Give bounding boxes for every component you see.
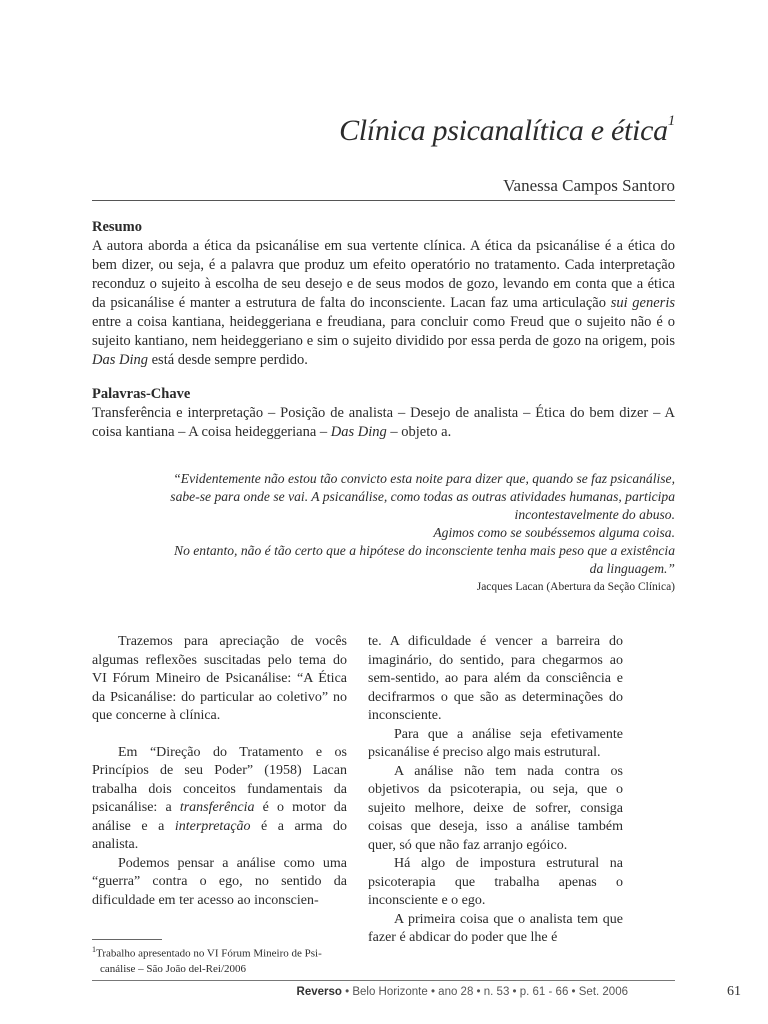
body-paragraph: Podemos pensar a análise como uma “guerra” contra o ego, no sentido da dificuldade em ter acesso ao inconscien- — [92, 855, 347, 908]
abstract-text-part: A autora aborda a ética da psicanálise em sua vertente clínica. A ética da psicanálise é a ética do bem dizer, ou seja, é a palavra que produz um efeito operatório no tratamento. Cada interpretação reconduz o sujeito à escolha de seu desejo e de seus modos de gozo, levando em conta que a ética da psicanálise é manter a estrutura de falta do inconsciente. Lacan faz uma articulação — [92, 238, 675, 311]
abstract — [92, 218, 675, 370]
epigraph-line: incontestavelmente do abuso. — [514, 507, 675, 522]
epigraph-citation: Jacques Lacan (Abertura da Seção Clínica) — [476, 581, 675, 593]
epigraph-line: Agimos como se soubéssemos alguma coisa. — [433, 525, 675, 540]
epigraph-line: sabe-se para onde se vai. A psicanálise, como todas as outras atividades humanas, participa — [170, 489, 675, 504]
page-number: 61 — [727, 984, 741, 999]
footnote-line: canálise – São João del-Rei/2006 — [100, 962, 247, 975]
body-paragraph: Há algo de impostura estrutural na psicoterapia que trabalha apenas o inconsciente e o ego. — [368, 856, 623, 908]
article-author: Vanessa Campos Santoro — [503, 176, 675, 195]
body-paragraph: A análise não tem nada contra os objetivos da psicoterapia, ou seja, que o sujeito melhore, deixe de sofrer, consiga coisas que deseja, isso a análise também quer, só que não faz arranjo egóico. — [368, 763, 623, 853]
title-rule — [92, 200, 675, 201]
body-paragraph: Trazemos para apreciação de vocês algumas reflexões suscitadas pelo tema do VI Fórum Mineiro de Psicanálise: “A Ética da Psicanálise: do particular ao coletivo” no que concerne à clínica. — [92, 634, 347, 723]
abstract-text-part: entre a coisa kantiana, heideggeriana e freudiana, para concluir como Freud que o sujeito não é o sujeito kantiano, nem heideggeriano e sim o sujeito dividido por essa perda de gozo na origem, pois — [92, 314, 675, 349]
keywords-heading: Palavras-Chave — [92, 386, 191, 402]
footnote-marker: 1 — [92, 945, 96, 954]
body-italic: transferência — [179, 800, 255, 815]
keywords — [92, 385, 675, 442]
body-paragraph: te. A dificuldade é vencer a barreira do imaginário, do sentido, para chegarmos ao sem-sentido, ao para além da consciência e decifrarmos o que são as determinações do inconsciente. — [368, 634, 623, 723]
journal-name: Reverso — [296, 986, 342, 998]
epigraph-line: No entanto, não é tão certo que a hipótese do inconsciente tenha mais peso que a existência — [174, 543, 675, 558]
body-text-part: Em “Direção do Tratamento e os Princípios de seu Poder” (1958) Lacan trabalha dois conceitos fundamentais da psicanálise: a — [92, 744, 347, 815]
epigraph-line: da linguagem.” — [589, 561, 675, 576]
body-text-part: é a arma do analista. — [92, 818, 347, 852]
abstract-heading: Resumo — [92, 219, 142, 235]
abstract-italic: Das Ding — [92, 352, 148, 368]
title-footnote-marker: 1 — [667, 113, 675, 129]
body-italic: interpretação — [174, 818, 251, 834]
epigraph-line: “Evidentemente não estou tão convicto esta noite para dizer que, quando se faz psicanálise, — [173, 471, 675, 486]
article-title — [339, 114, 675, 148]
footnote-line — [92, 942, 347, 962]
body-paragraph: Para que a análise seja efetivamente psicanálise é preciso algo mais estrutural. — [368, 726, 623, 760]
running-footer — [297, 986, 628, 998]
body-text-part: é o motor da análise e a — [92, 800, 347, 834]
body-column-right — [368, 633, 623, 948]
footnote-rule — [92, 939, 162, 940]
journal-details: • Belo Horizonte • ano 28 • n. 53 • p. 61 - 66 • Set. 2006 — [341, 986, 628, 998]
abstract-text — [92, 237, 675, 370]
epigraph — [115, 470, 675, 595]
abstract-italic: sui generis — [610, 295, 675, 311]
abstract-text-part: está desde sempre perdido. — [148, 352, 308, 368]
footnote-text: Trabalho apresentado no VI Fórum Mineiro de Psi- — [96, 947, 322, 960]
footer-rule — [92, 980, 675, 981]
keywords-text-part: – objeto a. — [386, 424, 452, 440]
footnote — [92, 942, 347, 977]
keywords-italic: Das Ding — [330, 424, 387, 440]
keywords-text-part: Transferência e interpretação – Posição de analista – Desejo de analista – Ética do bem dizer – A coisa kantiana – A coisa heideggeriana – — [92, 405, 675, 440]
body-paragraph: A primeira coisa que o analista tem que fazer é abdicar do poder que lhe é — [368, 911, 623, 945]
body-column-left — [92, 633, 347, 910]
title-text: Clínica psicanalítica e ética — [339, 114, 668, 147]
keywords-text — [92, 404, 675, 442]
body-paragraph — [92, 744, 347, 855]
